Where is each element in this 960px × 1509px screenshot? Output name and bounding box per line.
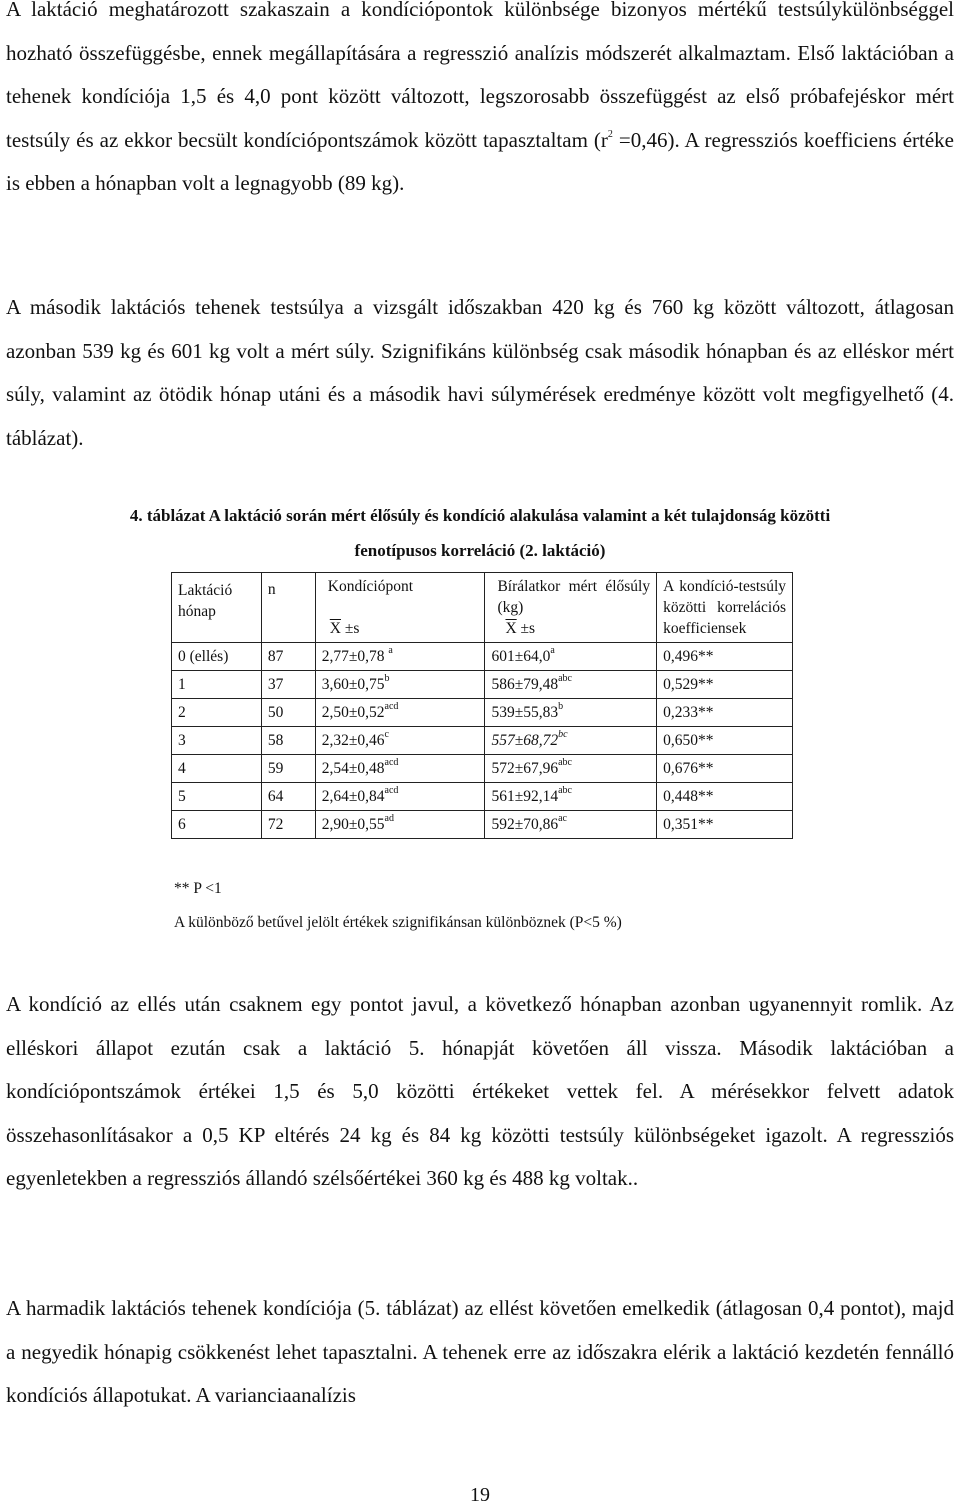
cell-correlation: 0,650** (657, 727, 793, 755)
header-weight-label: Bírálatkor mért élősúly (kg) (497, 578, 651, 616)
cell-correlation: 0,233** (657, 699, 793, 727)
cell-month: 4 (172, 755, 262, 783)
cell-correlation: 0,676** (657, 755, 793, 783)
header-correlation: A kondíció-testsúly közötti korrelációs koefficiensek (657, 573, 793, 643)
header-condition-label: Kondíciópont (327, 578, 414, 595)
cell-condition: 2,50±0,52$^{acd}$ (315, 699, 485, 727)
cell-weight: 561±92,14$^{abc}$ (485, 783, 657, 811)
page-number: 19 (470, 1484, 490, 1506)
header-condition (315, 573, 485, 643)
cell-month: 0 (ellés) (172, 643, 262, 671)
paragraph-4: A harmadik laktációs tehenek kondíciója (5. táblázat) az ellést követően emelkedik (átlagosan 0,4 pontot), majd a negyedik hónapig csökkenést lehet tapasztalni. A tehenek erre az időszakra elérik a laktáció kezdetén fennálló kondíciós állapotukat. A varianciaanalízis (6, 1296, 954, 1407)
header-n: n (261, 573, 315, 643)
paragraph-1: A laktáció meghatározott szakaszain a kondíciópontok különbsége bizonyos mértékű testsúlykülönbséggel hozható összefüggésbe, ennek megállapítására a regresszió analízis módszerét alkalmaztam. Első laktációban a tehenek kondíciója 1,5 és 4,0 pont között változott, legszorosabb összefüggést az első próbafejéskor mért testsúly és az ekkor becsült kondíciópontszámok között tapasztaltam $(r^2 =0,46)$. A regressziós koefficiens értéke is ebben a hónapban volt a legnagyobb (89 kg). (6, 0, 955, 195)
footnote-p-value: ** P <1 (174, 880, 222, 897)
cell-correlation: 0,448** (657, 783, 793, 811)
cell-month: 3 (172, 727, 262, 755)
header-month: Laktáció hónap (172, 573, 262, 643)
xbar-symbol: $\overline{X}$ (505, 620, 517, 637)
data-table (171, 572, 793, 839)
cell-weight: 557±68,72$^{bc}$ (485, 727, 657, 755)
header-condition-stat (322, 618, 479, 639)
cell-condition: 3,60±0,75$^b$ (315, 671, 485, 699)
table-row (172, 727, 793, 755)
cell-weight: 586±79,48$^{abc}$ (485, 671, 657, 699)
pm-s-label: ±s (516, 620, 536, 637)
table-caption-line1: 4. táblázat A laktáció során mért élősúly és kondíció alakulása valamint a két tulajdonság közötti (129, 506, 831, 525)
cell-month: 6 (172, 811, 262, 839)
cell-month: 1 (172, 671, 262, 699)
cell-n: 37 (261, 671, 315, 699)
table-row (172, 783, 793, 811)
cell-condition: 2,54±0,48$^{acd}$ (315, 755, 485, 783)
cell-condition: 2,32±0,46$^c$ (315, 727, 485, 755)
cell-n: 72 (261, 811, 315, 839)
cell-condition: 2,64±0,84$^{acd}$ (315, 783, 485, 811)
cell-condition: 2,90±0,55$^{ad}$ (315, 811, 485, 839)
table-row (172, 671, 793, 699)
table-header-row (172, 573, 793, 643)
table-row (172, 643, 793, 671)
cell-month: 2 (172, 699, 262, 727)
paragraph-3: A kondíció az ellés után csaknem egy pontot javul, a következő hónapban azonban ugyanennyit romlik. Az elléskori állapot ezután csak a laktáció 5. hónapját követően áll vissza. Második laktációban a kondíciópontszámok értékei 1,5 és 5,0 közötti értékeket vettek fel. A mérésekkor felvett adatok összehasonlításakor a 0,5 KP eltérés 24 kg és 84 kg közötti testsúly különbségeket igazolt. A regressziós egyenletekben a regressziós állandó szélsőértékei 360 kg és 488 kg voltak.. (6, 992, 954, 1190)
pm-s-label: ±s (340, 620, 360, 637)
table-row (172, 755, 793, 783)
cell-weight: 539±55,83$^b$ (485, 699, 657, 727)
header-weight (485, 573, 657, 643)
cell-n: 87 (261, 643, 315, 671)
cell-weight: 572±67,96$^{abc}$ (485, 755, 657, 783)
table-row (172, 699, 793, 727)
cell-correlation: 0,351** (657, 811, 793, 839)
superscript-2: 2 (607, 128, 613, 140)
table-row (172, 811, 793, 839)
cell-n: 58 (261, 727, 315, 755)
xbar-symbol: $\overline{X}$ (329, 620, 341, 637)
cell-weight: 592±70,86$^{ac}$ (485, 811, 657, 839)
header-weight-stat (491, 618, 650, 639)
cell-n: 59 (261, 755, 315, 783)
cell-month: 5 (172, 783, 262, 811)
cell-n: 50 (261, 699, 315, 727)
table-caption-line2: fenotípusos korreláció (2. laktáció) (354, 541, 606, 560)
footnote-significance: A különböző betűvel jelölt értékek szignifikánsan különböznek (P<5 %) (174, 914, 622, 931)
cell-correlation: 0,496** (657, 643, 793, 671)
cell-n: 64 (261, 783, 315, 811)
cell-weight: 601±64,0$^a$ (485, 643, 657, 671)
paragraph-2: A második laktációs tehenek testsúlya a vizsgált időszakban 420 kg és 760 kg között változott, átlagosan azonban 539 kg és 601 kg volt a mért súly. Szignifikáns különbség csak második hónapban és az elléskor mért súly, valamint az ötödik hónap utáni és a második havi súlymérések eredménye között volt megfigyelhető (4. táblázat). (6, 295, 954, 450)
cell-condition: 2,77±0,78 $^a$ (315, 643, 485, 671)
cell-correlation: 0,529** (657, 671, 793, 699)
